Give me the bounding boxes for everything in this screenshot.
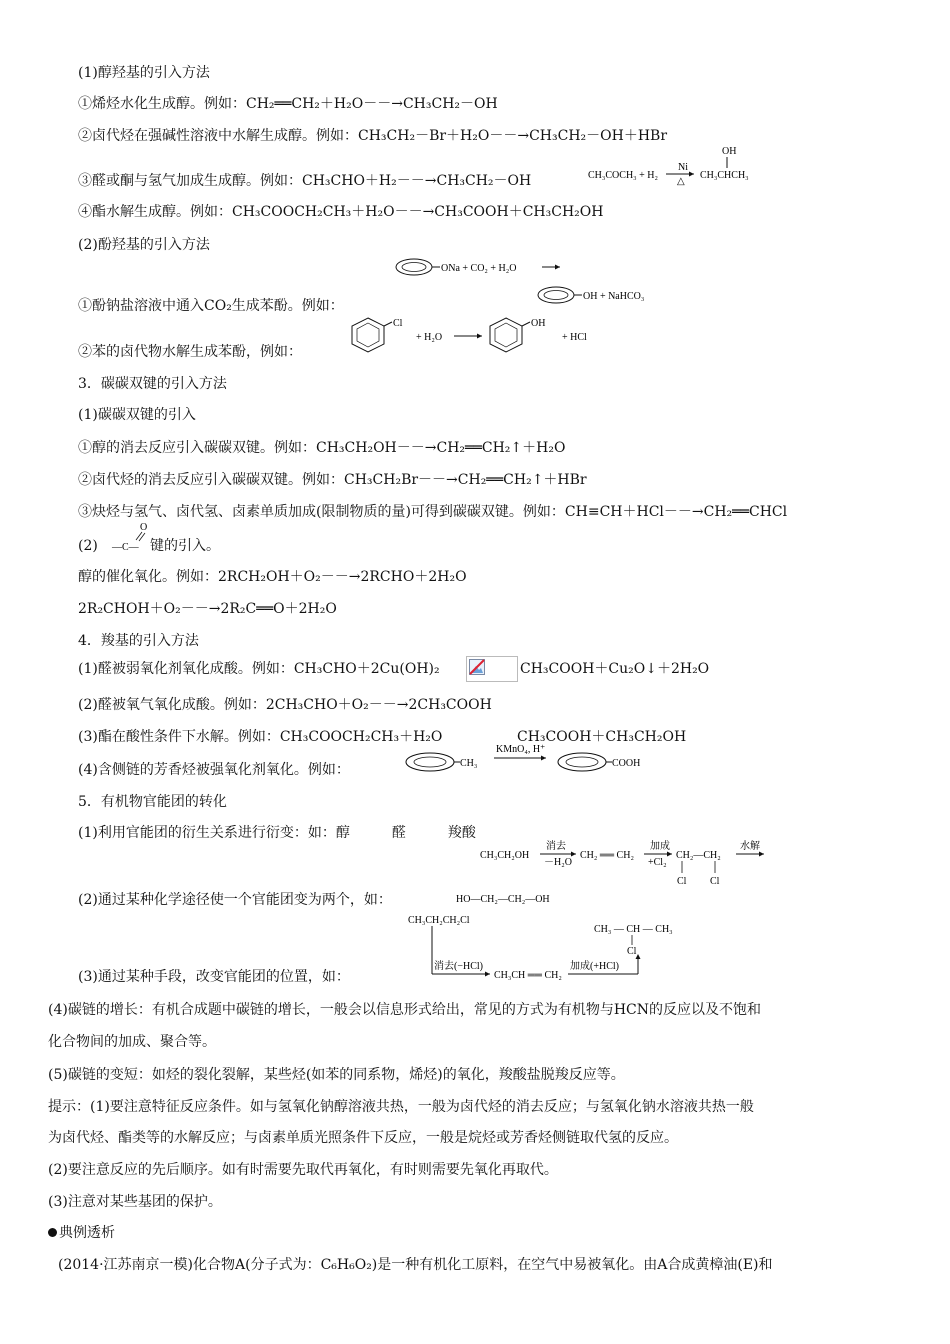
text-line: (5)碳链的变短：如烃的裂化裂解，某些烃(如苯的同系物，烯烃)的氧化，羧酸盐脱羧反应等。 — [48, 1067, 625, 1083]
chain1-cond3-top: 水解 — [740, 841, 760, 852]
chain2-cond1: 消去(−HCl) — [434, 961, 483, 972]
section-heading: 4．羧基的引入方法 — [78, 633, 199, 649]
halobenzene-hcl: + HCl — [562, 332, 587, 343]
carbonyl-c: —C— — [112, 542, 139, 553]
text-line: (3)注意对某些基团的保护。 — [48, 1194, 222, 1210]
text-line: 化合物间的加成、聚合等。 — [48, 1034, 216, 1050]
chain1-cond1-bot: －H₂O — [544, 857, 572, 868]
bullet-icon — [48, 1228, 57, 1237]
chain1-cond2-top: 加成 — [650, 841, 670, 852]
arrow-head-icon — [689, 172, 694, 177]
chain2-cond2: 加成(+HCl) — [570, 961, 619, 972]
text-line: ④酯水解生成醇。例如：CH₃COOCH₂CH₃＋H₂O－－→CH₃COOH＋CH₃CH₂OH — [78, 204, 604, 220]
toluene-cooh: COOH — [612, 758, 641, 769]
text-line: ①酚钠盐溶液中通入CO₂生成苯酚。例如： — [78, 298, 344, 314]
chain2-product: CH₃ — CH — CH₃ — [594, 924, 673, 935]
carbonyl-o: O — [140, 522, 148, 533]
text-line: 键的引入。 — [150, 538, 220, 554]
ketone-oh: OH — [722, 146, 737, 157]
text-line: 提示：(1)要注意特征反应条件。如与氢氧化钠醇溶液共热，一般为卤代烃的消去反应；与氢氧化钠水溶液共热一般 — [48, 1099, 754, 1115]
chain2-start: CH₃CH₂CH₂Cl — [408, 915, 470, 926]
toluene-oxidation-svg — [402, 742, 652, 778]
text-line: (1)醇羟基的引入方法 — [78, 65, 210, 81]
halobenzene-hydrolysis-figure — [350, 314, 610, 358]
text-line: (2)要注意反应的先后顺序。如有时需要先取代再氧化，有时则需要先氧化再取代。 — [48, 1162, 558, 1178]
benzene-ring-inner-icon — [544, 291, 568, 300]
position-change-svg — [406, 912, 706, 984]
toluene-condition: KMnO₄, H⁺ — [496, 744, 546, 755]
position-change-figure — [406, 912, 706, 984]
phenoxide-co2-figure — [392, 254, 672, 310]
ketone-right: CH₃CHCH₃ — [700, 170, 749, 181]
text-line: 为卤代烃、酯类等的水解反应；与卤素单质光照条件下反应，一般是烷烃或芳香烃侧链取代氢的反应。 — [48, 1130, 678, 1146]
chain2-cl: Cl — [627, 946, 637, 957]
broken-image-icon — [469, 659, 485, 675]
halobenzene-oh: OH — [531, 318, 546, 329]
ethylene-glycol-svg — [456, 889, 616, 907]
text-line: (2014·江苏南京一模)化合物A(分子式为：C₆H₆O₂)是一种有机化工原料，在空气中易被氧化。由A合成黄樟油(E)和 — [58, 1257, 773, 1273]
chain1-cond2-bot: +Cl₂ — [648, 857, 667, 868]
text-line: ③醛或酮与氢气加成生成醇。例如：CH₃CHO＋H₂－－→CH₃CH₂－OH — [78, 173, 532, 189]
example-heading-label: 典例透析 — [59, 1225, 115, 1241]
functional-group-chain-figure — [480, 838, 770, 888]
text-line: (2)酚羟基的引入方法 — [78, 237, 210, 253]
functional-group-chain-svg — [480, 838, 770, 888]
chain1-start: CH₃CH₂OH — [480, 850, 530, 861]
toluene-ch3: CH₃ — [460, 758, 478, 769]
chain1-cl1: Cl — [677, 876, 687, 887]
arrow-head-icon — [667, 852, 672, 857]
ketone-reduction-svg — [588, 146, 768, 186]
benzene-ring-inner-icon — [495, 323, 517, 347]
text-line: ③炔烃与氢气、卤代氢、卤素单质加成(限制物质的量)可得到碳碳双键。例如：CH≡CH＋HCl－－→CH₂══CHCl — [78, 504, 788, 520]
halobenzene-water: + H₂O — [416, 332, 443, 343]
text-line: (3)通过某种手段，改变官能团的位置，如： — [78, 969, 350, 985]
text-line: ②卤代烃的消去反应引入碳碳双键。例如：CH₃CH₂Br－－→CH₂══CH₂↑＋HBr — [78, 472, 587, 488]
carbonyl-group-svg — [112, 520, 152, 554]
halobenzene-hydrolysis-svg — [350, 314, 610, 358]
text-line: ①烯烃水化生成醇。例如：CH₂══CH₂＋H₂O－－→CH₃CH₂－OH — [78, 96, 498, 112]
text-line: (2)醛被氧气氧化成酸。例如：2CH₃CHO＋O₂－－→2CH₃COOH — [78, 697, 492, 713]
chain1-cl2: Cl — [710, 876, 720, 887]
arrow-head-icon — [759, 852, 764, 857]
chain1-cond1-top: 消去 — [546, 841, 566, 852]
ketone-catalyst: Ni — [678, 162, 688, 173]
halobenzene-cl: Cl — [393, 318, 403, 329]
text-line: CH₃COOH＋CH₃CH₂OH — [517, 729, 687, 745]
chain1-product: CH₂—CH₂ — [676, 850, 721, 861]
arrow-head-icon — [571, 852, 576, 857]
toluene-oxidation-figure — [402, 742, 652, 778]
ethylene-glycol-figure — [456, 889, 616, 907]
benzene-ring-inner-icon — [402, 263, 426, 272]
phenoxide-lhs: ONa + CO₂ + H₂O — [441, 263, 517, 274]
text-line: ②苯的卤代物水解生成苯酚，例如： — [78, 344, 302, 360]
text-line: (4)含侧链的芳香烃被强氧化剂氧化。例如： — [78, 762, 350, 778]
text-line: (2)通过某种化学途径使一个官能团变为两个，如： — [78, 892, 392, 908]
arrow-head-icon — [541, 756, 546, 761]
text-line: (1)醛被弱氧化剂氧化成酸。例如：CH₃CHO＋2Cu(OH)₂ — [78, 661, 440, 677]
phenoxide-rhs: OH + NaHCO₃ — [583, 291, 645, 302]
text-line: (2) — [78, 538, 98, 554]
text-line: (4)碳链的增长：有机合成题中碳链的增长，一般会以信息形式给出，常见的方式为有机物与HCN的反应以及不饱和 — [48, 1002, 761, 1018]
text-line: 醇的催化氧化。例如：2RCH₂OH＋O₂－－→2RCHO＋2H₂O — [78, 569, 467, 585]
text-line: (3)酯在酸性条件下水解。例如：CH₃COOCH₂CH₃＋H₂O — [78, 729, 443, 745]
section-heading: 5．有机物官能团的转化 — [78, 794, 227, 810]
benzene-ring-inner-icon — [566, 757, 598, 767]
broken-image-placeholder — [466, 656, 518, 682]
arrow-head-icon — [485, 972, 490, 977]
example-heading — [48, 1224, 115, 1242]
text-line: 2R₂CHOH＋O₂－－→2R₂C══O＋2H₂O — [78, 601, 337, 617]
ketone-left: CH₃COCH₃ + H₂ — [588, 170, 658, 181]
arrow-head-icon — [477, 334, 482, 339]
ketone-reduction-figure — [588, 146, 768, 186]
chain1-mid: CH₂ ══ CH₂ — [580, 850, 634, 861]
benzene-ring-icon — [406, 753, 454, 771]
text-line: (1)利用官能团的衍生关系进行衍变：如：醇 醛 羧酸 — [78, 825, 476, 841]
benzene-ring-inner-icon — [357, 323, 379, 347]
bond-line — [522, 322, 530, 326]
bond-line — [384, 322, 392, 326]
text-line: ①醇的消去反应引入碳碳双键。例如：CH₃CH₂OH－－→CH₂══CH₂↑＋H₂O — [78, 440, 566, 456]
text-line: ②卤代烃在强碱性溶液中水解生成醇。例如：CH₃CH₂－Br＋H₂O－－→CH₃CH₂－OH＋HBr — [78, 128, 668, 144]
text-line: (1)碳碳双键的引入 — [78, 407, 196, 423]
benzene-ring-inner-icon — [414, 757, 446, 767]
text-line: CH₃COOH＋Cu₂O↓＋2H₂O — [520, 661, 710, 677]
phenoxide-co2-svg — [392, 254, 672, 310]
arrow-head-icon — [555, 265, 560, 270]
ketone-heat: △ — [677, 176, 685, 187]
carbonyl-group-figure — [112, 520, 152, 554]
benzene-ring-icon — [558, 753, 606, 771]
benzene-ring-icon — [538, 287, 574, 303]
chain2-mid: CH₃CH ══ CH₂ — [494, 970, 562, 981]
benzene-ring-icon — [396, 259, 432, 275]
diol-formula: HO—CH₂—CH₂—OH — [456, 894, 550, 905]
section-heading: 3．碳碳双键的引入方法 — [78, 376, 227, 392]
